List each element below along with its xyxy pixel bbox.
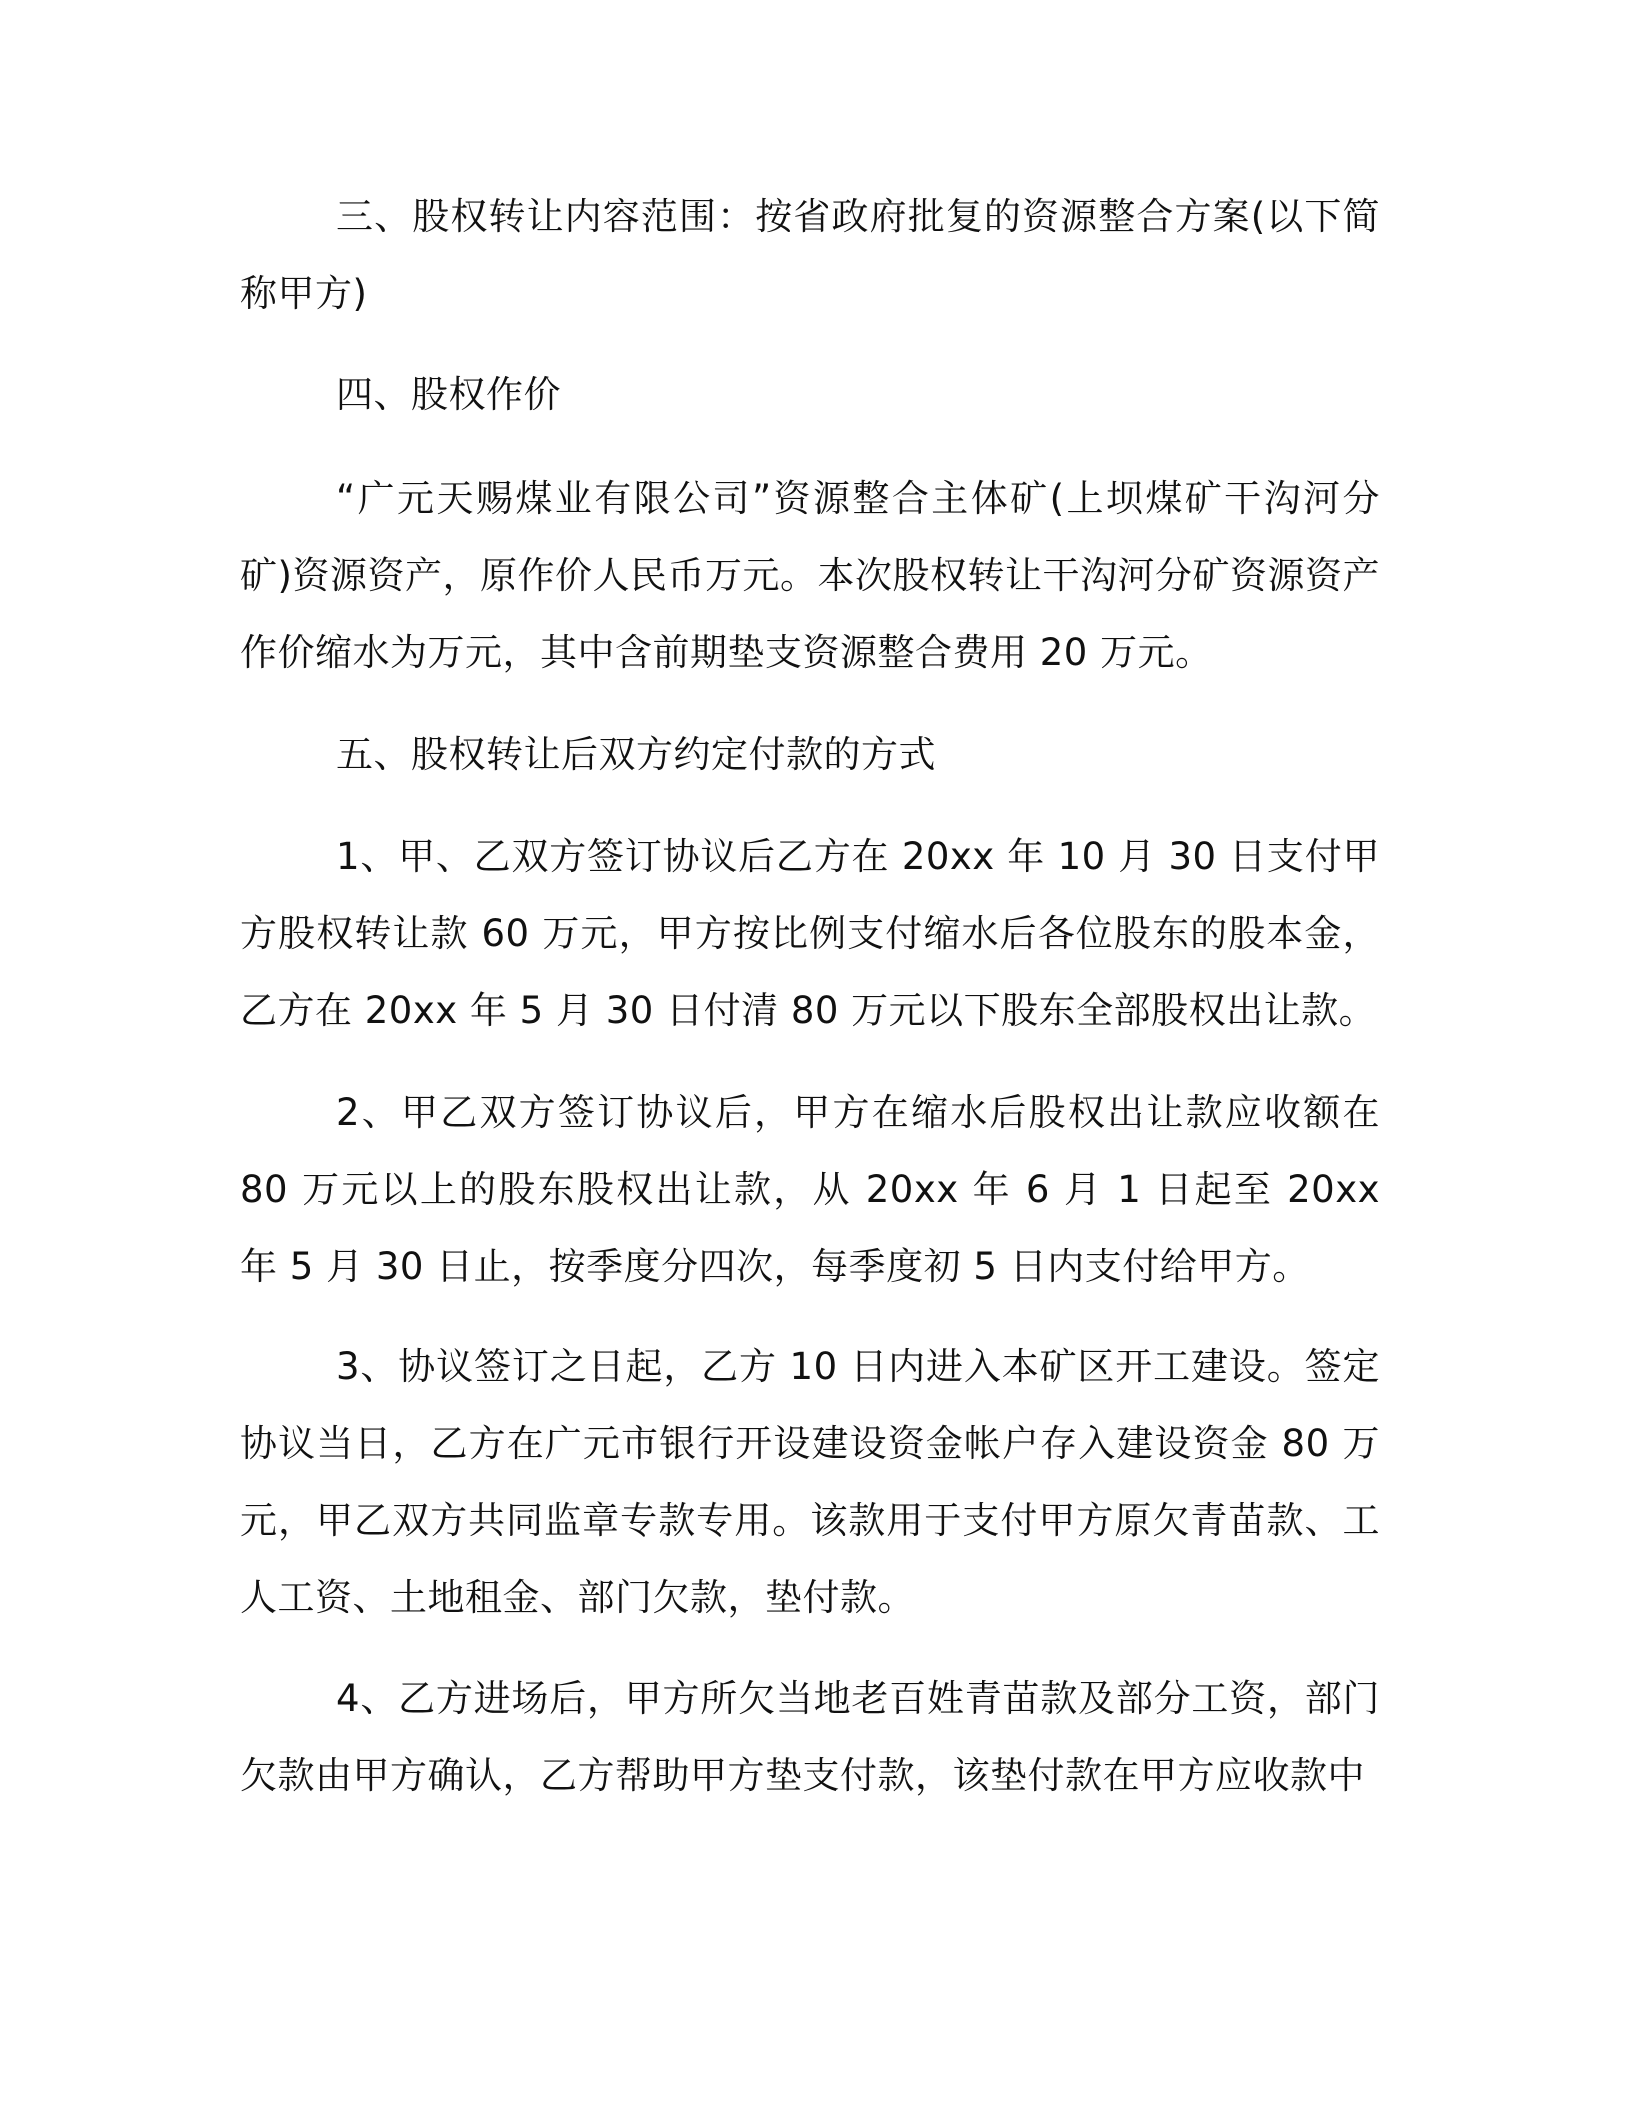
- payment-clause-1: 1、甲、乙双方签订协议后乙方在 20xx 年 10 月 30 日支付甲方股权转让款 60 万元，甲方按比例支付缩水后各位股东的股本金，乙方在 20xx 年 5 月 30 日付清 80 万元以下股东全部股权出让款。: [240, 835, 1380, 1032]
- section-five-heading: 五、股权转让后双方约定付款的方式: [336, 733, 936, 776]
- payment-clause-3: 3、协议签订之日起，乙方 10 日内进入本矿区开工建设。签定协议当日，乙方在广元市银行开设建设资金帐户存入建设资金 80 万元，甲乙双方共同监章专款专用。该款用于支付甲方原欠青苗款、工人工资、土地租金、部门欠款，垫付款。: [240, 1345, 1380, 1619]
- payment-clause-2: 2、甲乙双方签订协议后，甲方在缩水后股权出让款应收额在 80 万元以上的股东股权出让款，从 20xx 年 6 月 1 日起至 20xx 年 5 月 30 日止，按季度分四次，每季度初 5 日内支付给甲方。: [240, 1091, 1380, 1288]
- section-three-paragraph: 三、股权转让内容范围：按省政府批复的资源整合方案(以下简称甲方): [240, 195, 1380, 315]
- payment-clause-4: 4、乙方进场后，甲方所欠当地老百姓青苗款及部分工资，部门欠款由甲方确认，乙方帮助甲方垫支付款，该垫付款在甲方应收款中: [240, 1677, 1380, 1797]
- equity-valuation-paragraph: “广元天赐煤业有限公司”资源整合主体矿(上坝煤矿干沟河分矿)资源资产，原作价人民币万元。本次股权转让干沟河分矿资源资产作价缩水为万元，其中含前期垫支资源整合费用 20 万元。: [240, 477, 1380, 674]
- section-four-heading: 四、股权作价: [336, 373, 561, 416]
